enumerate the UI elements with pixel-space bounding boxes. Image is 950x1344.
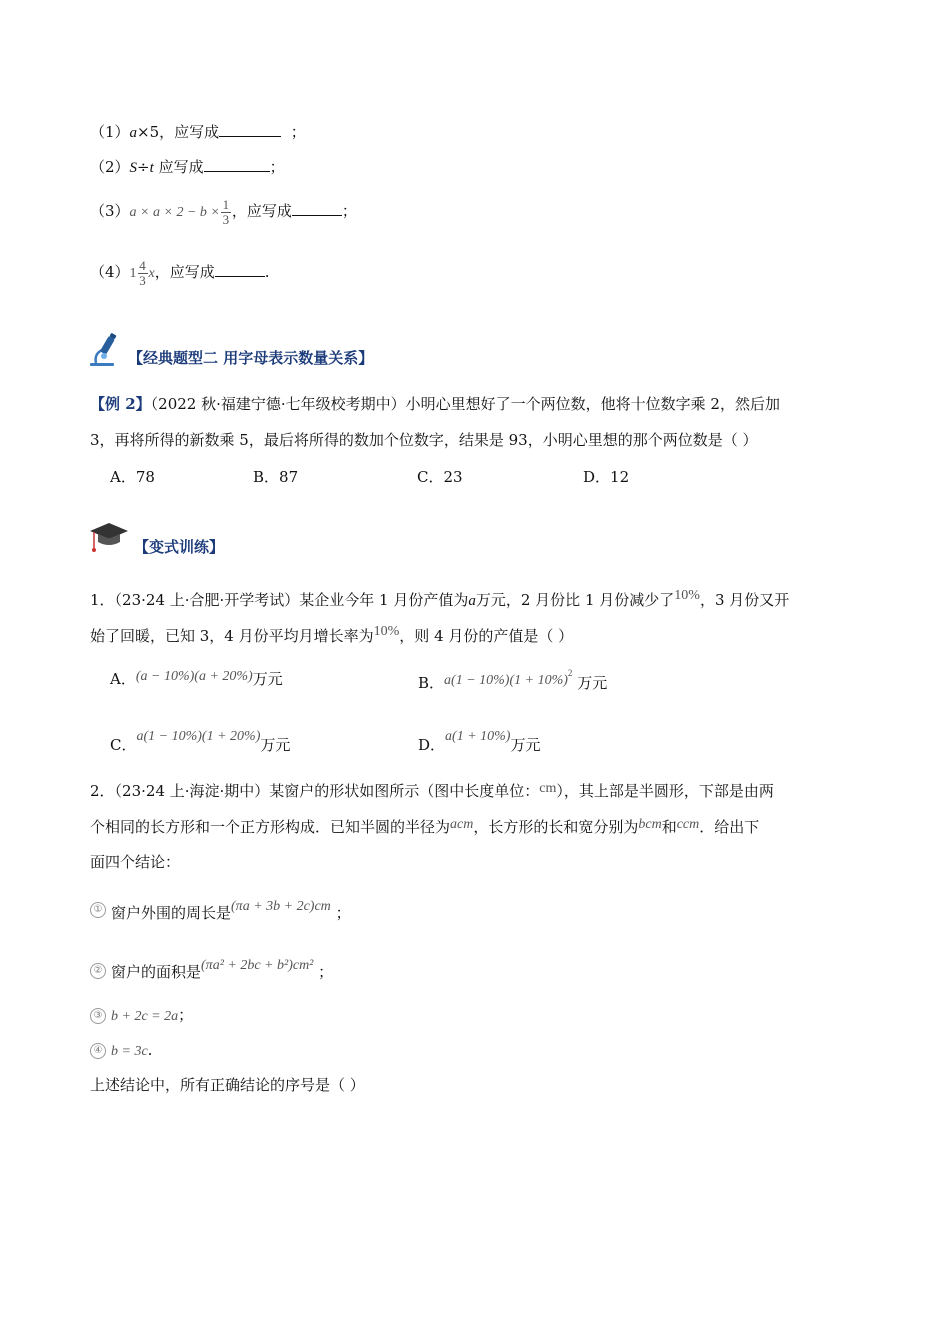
- question-text: 面四个结论：: [90, 853, 181, 871]
- exponent: 2: [567, 668, 573, 678]
- variant-q2-line1: [90, 779, 774, 801]
- circled-number: ③: [90, 1008, 106, 1024]
- unit: cm: [539, 781, 557, 796]
- answer-blank[interactable]: [292, 199, 342, 216]
- circled-number: ④: [90, 1043, 106, 1059]
- variant-option-c[interactable]: [110, 729, 290, 755]
- question-text: 始了回暖，已知 3，4 月份平均月增长率为: [90, 627, 374, 645]
- circled-number: ②: [90, 963, 106, 979]
- microscope-icon: [88, 332, 124, 372]
- option-label: C．: [110, 736, 137, 754]
- math-expression: a(1 − 10%)(1 + 20%): [136, 729, 261, 744]
- denominator: 3: [222, 211, 230, 227]
- percent: 10%: [674, 588, 700, 603]
- question-text: ，则 4 月份的产值是（ ）: [399, 627, 574, 645]
- punctuation: ；: [178, 1006, 194, 1024]
- variable: x: [148, 266, 155, 281]
- conjunction: 和: [661, 818, 677, 836]
- example-2-line2: [90, 430, 757, 450]
- math-expression: a × a × 2 − b ×: [129, 205, 220, 220]
- option-c[interactable]: C．23: [417, 468, 463, 486]
- variant-q1-line1: [90, 586, 789, 611]
- math-expression: (πa² + 2bc + b²)cm²: [201, 958, 314, 973]
- math-expression: b = 3c: [111, 1044, 148, 1059]
- unit: 万元: [260, 736, 291, 754]
- variable: a: [129, 125, 138, 141]
- question-text: 1．（23·24 上·合肥·开学考试）某企业今年 1 月份产值为: [90, 591, 469, 609]
- math-expression: bcm: [638, 817, 662, 832]
- option-label: B．: [418, 674, 445, 692]
- question-text: 应写成: [158, 158, 204, 176]
- math-expression: acm: [450, 817, 474, 832]
- punctuation: ；: [318, 963, 334, 981]
- punctuation: ；: [290, 123, 306, 141]
- question-number: （4）: [90, 263, 130, 281]
- conclusion-question: [90, 1075, 365, 1095]
- question-text: 万元，2 月份比 1 月份减少了: [475, 591, 675, 609]
- question-2: [90, 155, 285, 178]
- question-text: 个相同的长方形和一个正方形构成．已知半圆的半径为: [90, 818, 451, 836]
- numerator: 4: [139, 257, 146, 273]
- question-text: ．给出下: [699, 818, 760, 836]
- variant-option-d[interactable]: [418, 729, 540, 755]
- variable: S: [129, 160, 138, 176]
- question-text: ，长方形的长和宽分别为: [473, 818, 639, 836]
- option-b[interactable]: B．87: [253, 468, 299, 486]
- math-expression: ccm: [676, 817, 700, 832]
- variant-q2-line3: [90, 852, 180, 872]
- question-number: （1）: [90, 123, 130, 141]
- question-number: （3）: [90, 202, 130, 220]
- option-a[interactable]: A．78: [110, 468, 155, 486]
- numerator: 1: [222, 196, 230, 212]
- answer-blank[interactable]: [215, 260, 265, 277]
- section-title: 【经典题型二 用字母表示数量关系】: [128, 349, 374, 367]
- question-text: ×5，应写成: [137, 123, 220, 141]
- section-title: 【变式训练】: [134, 538, 225, 556]
- mixed-number-whole: 1: [129, 266, 137, 281]
- math-expression: a(1 − 10%)(1 + 10%): [444, 673, 568, 688]
- conclusion-1: [90, 893, 351, 927]
- variant-q2-line2: [90, 815, 759, 837]
- question-text: ），其上部是半圆形，下部是由两: [556, 782, 774, 800]
- fraction: [221, 198, 231, 227]
- math-expression: a(1 + 10%): [445, 729, 511, 744]
- answer-blank[interactable]: [219, 120, 281, 137]
- unit: 万元: [510, 736, 541, 754]
- variable: t: [149, 160, 154, 176]
- variant-option-a[interactable]: [110, 668, 283, 689]
- example-label: 【例 2】: [90, 395, 151, 413]
- variant-q1-line2: [90, 622, 573, 646]
- punctuation: ；: [341, 202, 357, 220]
- question-4: [90, 257, 270, 289]
- example-text: 3，再将所得的新数乘 5，最后将所得的数加个位数字，结果是 93，小明心里想的那个两位数是（ ）: [90, 431, 758, 449]
- example-text: （2022 秋·福建宁德·七年级校考期中）小明心里想好了一个两位数，他将十位数字乘 2，然后加: [150, 395, 780, 413]
- conclusion-text: 窗户外围的周长是: [111, 904, 232, 922]
- option-label: A．: [110, 670, 136, 688]
- question-3: [90, 196, 357, 228]
- graduation-cap-icon: [88, 521, 130, 559]
- math-expression: (πa + 3b + 2c)cm: [231, 899, 331, 914]
- percent: 10%: [373, 624, 400, 639]
- unit: 万元: [252, 670, 283, 688]
- variant-option-b[interactable]: [418, 668, 607, 693]
- unit: 万元: [577, 674, 608, 692]
- option-label: D．: [418, 736, 446, 754]
- answer-blank[interactable]: [204, 155, 270, 172]
- question-text: 上述结论中，所有正确结论的序号是（ ）: [90, 1076, 365, 1094]
- punctuation: ；: [335, 904, 351, 922]
- example-2-line1: [90, 394, 780, 414]
- punctuation: .: [147, 1041, 153, 1059]
- conclusion-2: [90, 952, 333, 986]
- question-text: ，应写成: [231, 202, 292, 220]
- question-number: （2）: [90, 158, 130, 176]
- punctuation: .: [264, 263, 270, 281]
- fraction: [138, 259, 148, 288]
- question-text: ，应写成: [154, 263, 215, 281]
- section-header-2: [88, 332, 373, 372]
- conclusion-3: [90, 1005, 193, 1027]
- operator: ÷: [137, 158, 150, 176]
- option-d[interactable]: D．12: [583, 468, 630, 486]
- section-header-3: [88, 521, 224, 559]
- question-text: ，3 月份又开: [699, 591, 790, 609]
- variable: a: [468, 593, 476, 609]
- circled-number: ①: [90, 902, 106, 918]
- math-expression: (a − 10%)(a + 20%): [135, 669, 253, 684]
- question-text: 2．（23·24 上·海淀·期中）某窗户的形状如图所示（图中长度单位：: [90, 782, 540, 800]
- conclusion-text: 窗户的面积是: [111, 963, 202, 981]
- denominator: 3: [139, 272, 146, 288]
- conclusion-4: [90, 1040, 152, 1062]
- math-expression: b + 2c = 2a: [111, 1009, 179, 1024]
- question-1: [90, 120, 306, 143]
- punctuation: ；: [269, 158, 285, 176]
